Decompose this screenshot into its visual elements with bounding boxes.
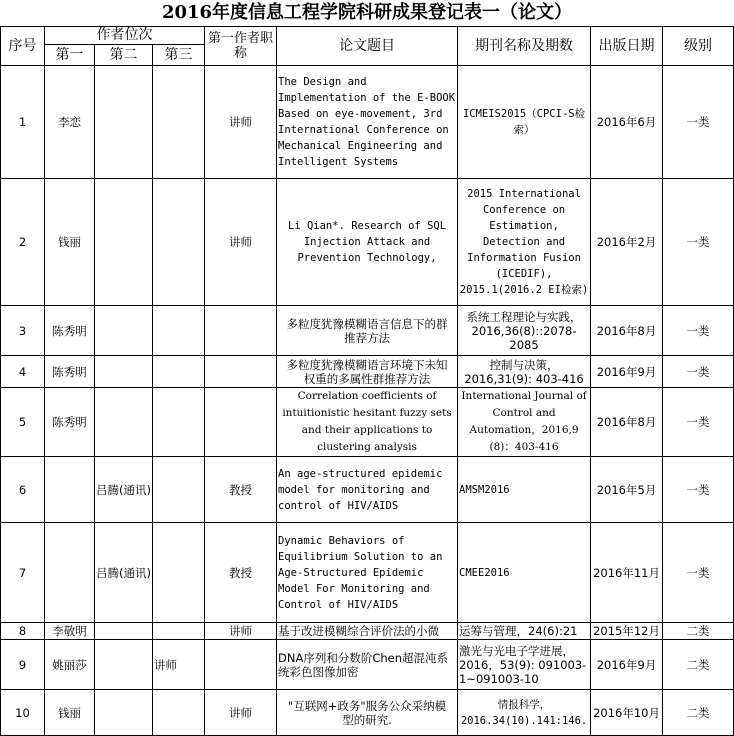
cell-third: [153, 457, 205, 523]
cell-rank: 讲师: [205, 66, 277, 179]
table-row: [1, 179, 734, 306]
cell-first: [45, 523, 95, 623]
cell-journal: 情报科学，2016.34(10).141:146.: [458, 690, 591, 736]
cell-level: 一类: [663, 66, 734, 179]
cell-date: 2016年10月: [591, 690, 663, 736]
cell-level: 一类: [663, 179, 734, 306]
cell-third: 讲师: [153, 640, 205, 690]
cell-first: 陈秀明: [45, 356, 95, 388]
table-row: [1, 640, 734, 690]
cell-level: 一类: [663, 457, 734, 523]
cell-first: 陈秀明: [45, 306, 95, 356]
table-row: [1, 523, 734, 623]
cell-seq: 5: [1, 388, 45, 457]
cell-level: 一类: [663, 306, 734, 356]
cell-level: 二类: [663, 640, 734, 690]
cell-rank: 讲师: [205, 690, 277, 736]
table-row: [1, 356, 734, 388]
cell-second: [95, 388, 153, 457]
cell-date: 2016年5月: [591, 457, 663, 523]
cell-journal: 系统工程理论与实践，2016,36(8)::2078-2085: [458, 306, 591, 356]
cell-level: 二类: [663, 690, 734, 736]
cell-seq: 9: [1, 640, 45, 690]
cell-third: [153, 356, 205, 388]
cell-date: 2016年11月: [591, 523, 663, 623]
cell-rank: [205, 306, 277, 356]
cell-rank: [205, 356, 277, 388]
cell-rank: 讲师: [205, 179, 277, 306]
header-seq: 序号: [1, 27, 45, 66]
cell-third: [153, 690, 205, 736]
cell-date: 2016年8月: [591, 306, 663, 356]
cell-level: 一类: [663, 388, 734, 457]
cell-paper-title: An age-structured epidemic model for monitoring and control of HIV/AIDS: [277, 457, 458, 523]
cell-date: 2016年9月: [591, 640, 663, 690]
cell-second: [95, 179, 153, 306]
cell-rank: [205, 640, 277, 690]
cell-paper-title: 基于改进模糊综合评价法的小微: [277, 623, 458, 640]
header-third: 第三: [153, 45, 205, 66]
cell-first: 钱丽: [45, 179, 95, 306]
cell-third: [153, 388, 205, 457]
cell-paper-title: Correlation coefficients of intuitionistic hesitant fuzzy sets and their applications to clustering analysis: [277, 388, 458, 457]
header-second: 第二: [95, 45, 153, 66]
cell-second: [95, 306, 153, 356]
paper-registration-table: [0, 26, 734, 736]
cell-seq: 8: [1, 623, 45, 640]
table-row: [1, 623, 734, 640]
cell-paper-title: 多粒度犹豫模糊语言信息下的群推荐方法: [277, 306, 458, 356]
header-paper-title: 论文题目: [277, 27, 458, 66]
cell-second: [95, 66, 153, 179]
cell-date: 2016年8月: [591, 388, 663, 457]
cell-seq: 2: [1, 179, 45, 306]
table-row: [1, 388, 734, 457]
header-journal: 期刊名称及期数: [458, 27, 591, 66]
cell-second: [95, 623, 153, 640]
cell-journal: 2015 International Conference on Estimation, Detection and Information Fusion (ICEDIF), 2015.1(2016.2 EI检索): [458, 179, 591, 306]
cell-journal: AMSM2016: [458, 457, 591, 523]
cell-journal: CMEE2016: [458, 523, 591, 623]
cell-seq: 6: [1, 457, 45, 523]
cell-seq: 1: [1, 66, 45, 179]
cell-date: 2015年12月: [591, 623, 663, 640]
table-row: [1, 66, 734, 179]
cell-first: 陈秀明: [45, 388, 95, 457]
cell-paper-title: Li Qian*. Research of SQL Injection Attack and Prevention Technology,: [277, 179, 458, 306]
cell-seq: 4: [1, 356, 45, 388]
cell-third: [153, 179, 205, 306]
cell-date: 2016年2月: [591, 179, 663, 306]
cell-first: 钱丽: [45, 690, 95, 736]
page-title: 2016年度信息工程学院科研成果登记表一（论文）: [161, 2, 573, 23]
cell-journal: International Journal of Control and Automation，2016,9 (8)：403-416: [458, 388, 591, 457]
header-level: 级别: [663, 27, 734, 66]
cell-rank: [205, 388, 277, 457]
cell-level: 二类: [663, 623, 734, 640]
cell-paper-title: "互联网+政务"服务公众采纳模型的研究.: [277, 690, 458, 736]
cell-second: [95, 356, 153, 388]
cell-second: [95, 690, 153, 736]
header-row-1: [1, 27, 734, 45]
cell-paper-title: Dynamic Behaviors of Equilibrium Solution to an Age-Structured Epidemic Model For Monitoring and Control of HIV/AIDS: [277, 523, 458, 623]
header-first: 第一: [45, 45, 95, 66]
cell-third: [153, 523, 205, 623]
cell-second: [95, 640, 153, 690]
cell-third: [153, 623, 205, 640]
table-row: [1, 306, 734, 356]
cell-level: 一类: [663, 523, 734, 623]
cell-paper-title: The Design and Implementation of the E-BOOK Based on eye-movement, 3rd International Conference on Mechanical Engineering and Intelligent Systems: [277, 66, 458, 179]
cell-second: 吕腾(通讯): [95, 457, 153, 523]
cell-seq: 7: [1, 523, 45, 623]
cell-first: [45, 457, 95, 523]
cell-journal: ICMEIS2015（CPCI-S检索）: [458, 66, 591, 179]
cell-first: 李敬明: [45, 623, 95, 640]
cell-paper-title: 多粒度犹豫模糊语言环境下未知权重的多属性群推荐方法: [277, 356, 458, 388]
cell-seq: 10: [1, 690, 45, 736]
cell-paper-title: DNA序列和分数阶Chen超混沌系统彩色图像加密: [277, 640, 458, 690]
cell-seq: 3: [1, 306, 45, 356]
cell-journal: 控制与决策，2016,31(9): 403-416: [458, 356, 591, 388]
cell-rank: 教授: [205, 457, 277, 523]
cell-level: 一类: [663, 356, 734, 388]
cell-second: 吕腾(通讯): [95, 523, 153, 623]
cell-journal: 运筹与管理，24(6):21: [458, 623, 591, 640]
header-author-order: 作者位次: [45, 27, 205, 45]
cell-rank: 教授: [205, 523, 277, 623]
cell-date: 2016年6月: [591, 66, 663, 179]
cell-first: 姚丽莎: [45, 640, 95, 690]
cell-journal: 激光与光电子学进展，2016，53(9): 091003-1~091003-10: [458, 640, 591, 690]
cell-third: [153, 66, 205, 179]
header-pub-date: 出版日期: [591, 27, 663, 66]
table-row: [1, 457, 734, 523]
table-row: [1, 690, 734, 736]
cell-third: [153, 306, 205, 356]
cell-first: 李恋: [45, 66, 95, 179]
header-first-author-title: 第一作者职称: [205, 27, 277, 66]
cell-date: 2016年9月: [591, 356, 663, 388]
cell-rank: 讲师: [205, 623, 277, 640]
